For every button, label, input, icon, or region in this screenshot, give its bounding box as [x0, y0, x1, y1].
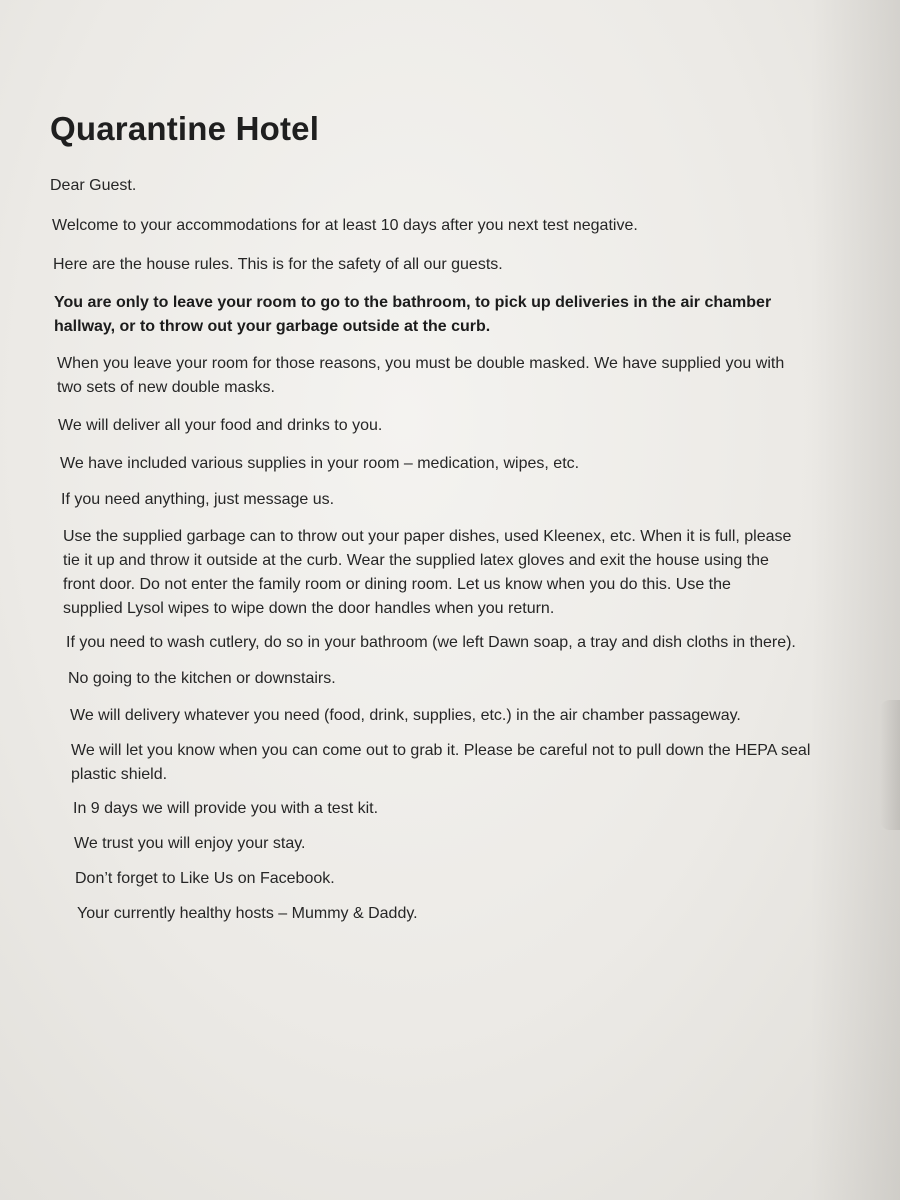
signoff	[77, 902, 418, 926]
text-line: In 9 days we will provide you with a test kit.	[73, 800, 379, 817]
text-line: Welcome to your accommodations for at least 10 days after you next test negative.	[52, 217, 638, 234]
text-line: We have included various supplies in your room – medication, wipes, etc.	[60, 455, 580, 472]
text-line: We will let you know when you can come out to grab it. Please be careful not to pull down the HEPA seal	[71, 742, 811, 759]
paragraph-garbage	[63, 525, 791, 621]
greeting	[50, 174, 136, 198]
text-line: No going to the kitchen or downstairs.	[68, 670, 336, 687]
text-line: If you need anything, just message us.	[61, 491, 335, 508]
paragraph-enjoy-stay	[74, 832, 306, 856]
document-title: Quarantine Hotel	[50, 110, 320, 147]
paragraph-facebook	[75, 867, 335, 891]
paragraph-leave-room-rule	[54, 291, 771, 339]
text-line: plastic shield.	[71, 766, 168, 783]
paragraph-house-rules	[53, 253, 503, 277]
text-line: hallway, or to throw out your garbage outside at the curb.	[54, 318, 491, 335]
paragraph-welcome	[52, 214, 638, 238]
text-line: Use the supplied garbage can to throw out your paper dishes, used Kleenex, etc. When it is full, please	[63, 528, 792, 545]
text-line: You are only to leave your room to go to the bathroom, to pick up deliveries in the air chamber	[54, 294, 772, 311]
text-line: tie it up and throw it outside at the curb. Wear the supplied latex gloves and exit the house using the	[63, 552, 769, 569]
text-line: Your currently healthy hosts – Mummy & Daddy.	[77, 905, 418, 922]
text-line: supplied Lysol wipes to wipe down the door handles when you return.	[63, 600, 555, 617]
text-line: Dear Guest.	[50, 177, 137, 194]
text-line: We trust you will enjoy your stay.	[74, 835, 306, 852]
paragraph-double-masked	[57, 352, 784, 400]
text-line: Don’t forget to Like Us on Facebook.	[75, 870, 335, 887]
text-line: Here are the house rules. This is for the safety of all our guests.	[53, 256, 503, 273]
text-line: If you need to wash cutlery, do so in your bathroom (we left Dawn soap, a tray and dish cloths in there).	[66, 634, 796, 651]
paragraph-air-chamber	[70, 704, 741, 728]
text-line: two sets of new double masks.	[57, 379, 275, 396]
paragraph-test-kit	[73, 797, 378, 821]
text-line: We will delivery whatever you need (food, drink, supplies, etc.) in the air chamber passageway.	[70, 707, 741, 724]
paragraph-food-delivery	[58, 414, 382, 438]
paragraph-cutlery	[66, 631, 796, 655]
paragraph-hepa-seal	[71, 739, 810, 787]
paragraph-no-kitchen	[68, 667, 336, 691]
text-line: front door. Do not enter the family room or dining room. Let us know when you do this. Use the	[63, 576, 731, 593]
paragraph-supplies	[60, 452, 579, 476]
paragraph-message-us	[61, 488, 334, 512]
text-line: We will deliver all your food and drinks to you.	[58, 417, 383, 434]
text-line: When you leave your room for those reasons, you must be double masked. We have supplied you with	[57, 355, 785, 372]
